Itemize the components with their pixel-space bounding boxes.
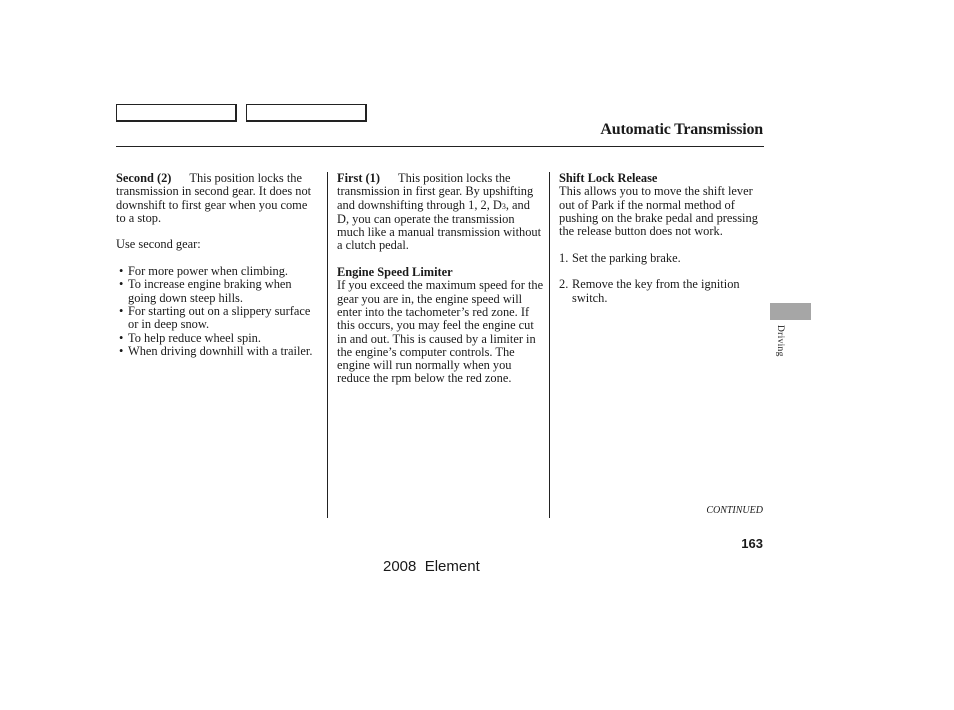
- second-gear-bullet-list: [116, 265, 316, 358]
- engine-speed-limiter-body: If you exceed the maximum speed for the gear you are in, the engine speed will enter into the tachometer’s red zone. If this occurs, you may feel the engine cut in and out. This is caused by a limiter in the engine’s computer controls. The engine will run normally when you reduce the rpm below the red zone.: [337, 278, 544, 386]
- nav-box-previous[interactable]: [116, 104, 237, 122]
- first-gear-body-a: This position locks the transmission in first gear. By upshifting and downshifting through 1, 2, D: [337, 171, 534, 212]
- column-second-gear: [116, 172, 316, 358]
- list-item: [559, 252, 759, 265]
- first-gear-body-b: , and D, you can operate the transmission much like a manual transmission without a clutch pedal.: [337, 197, 542, 253]
- step-text: Set the parking brake.: [572, 250, 681, 265]
- second-gear-heading: Second (2): [116, 171, 172, 185]
- column-divider: [327, 172, 328, 518]
- step-number: 2.: [559, 277, 569, 292]
- footer-model-label: 2008 Element: [383, 558, 480, 575]
- shift-lock-release-heading: Shift Lock Release: [559, 171, 658, 185]
- shift-lock-steps: [559, 252, 759, 305]
- list-item: • For more power when climbing.: [116, 265, 316, 278]
- use-second-gear-label: Use second gear:: [116, 237, 201, 252]
- second-gear-body-first: This position locks: [189, 171, 284, 185]
- step-number: 1.: [559, 250, 569, 265]
- engine-speed-limiter-heading: Engine Speed Limiter: [337, 265, 453, 280]
- list-item: • To increase engine braking when going down steep hills.: [116, 278, 316, 305]
- list-item: • For starting out on a slippery surface or in deep snow.: [116, 305, 316, 332]
- page-number: 163: [741, 536, 763, 551]
- list-item: [559, 278, 759, 305]
- section-tab-label: Driving: [775, 325, 785, 357]
- list-item: • To help reduce wheel spin.: [116, 332, 316, 345]
- column-shift-lock: [559, 172, 759, 305]
- step-text: Remove the key from the ignition switch.: [572, 277, 740, 305]
- title-rule: [116, 146, 764, 147]
- column-divider: [549, 172, 550, 518]
- second-gear-body-rest: the transmission in second gear. It does not downshift to first gear when you come to a stop.: [116, 171, 312, 225]
- page-title: Automatic Transmission: [600, 121, 763, 138]
- list-item: • When driving downhill with a trailer.: [116, 345, 316, 358]
- shift-lock-release-body: This allows you to move the shift lever out of Park if the normal method of pushing on the brake pedal and pressing the release button does not work.: [559, 184, 758, 239]
- nav-box-next[interactable]: [246, 104, 367, 122]
- continued-label: CONTINUED: [706, 505, 763, 516]
- first-gear-heading: First (1): [337, 171, 381, 185]
- section-tab: [770, 303, 811, 320]
- d3-subscript: 3: [501, 201, 506, 211]
- column-first-gear: [337, 172, 545, 386]
- first-gear-paragraph: [337, 172, 545, 253]
- second-gear-paragraph: [116, 172, 316, 225]
